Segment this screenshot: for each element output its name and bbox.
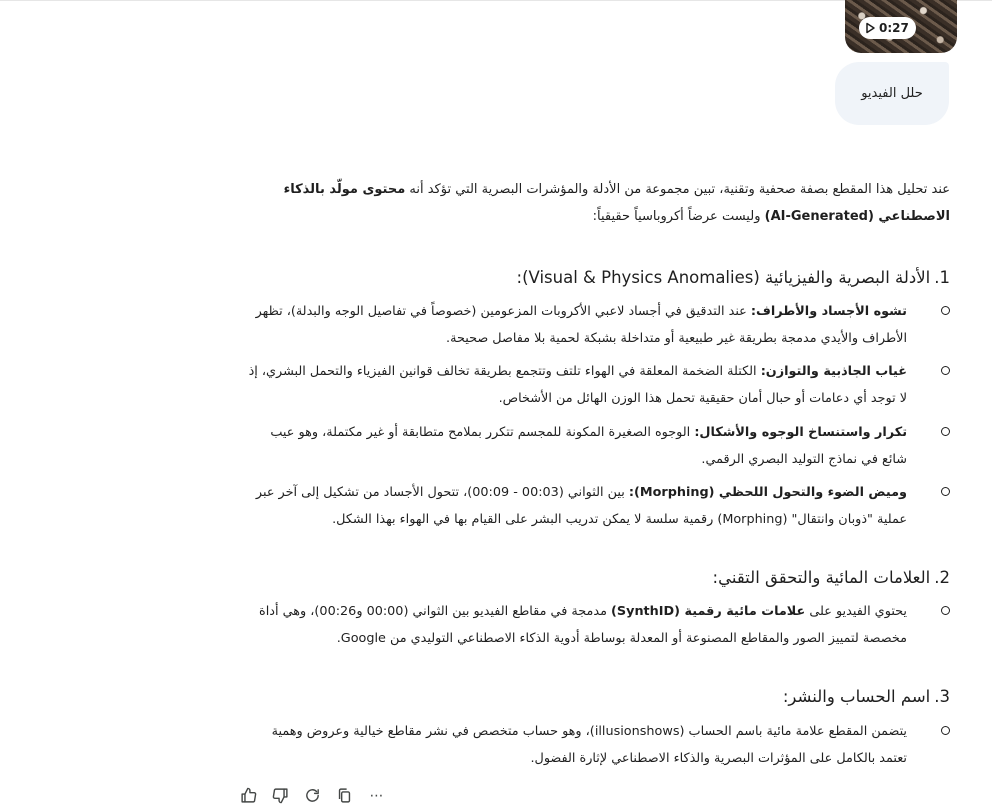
list-item <box>242 479 950 533</box>
section-2-title <box>713 568 950 587</box>
bullet-text: يحتوي الفيديو على <box>805 604 907 619</box>
section-title-text: العلامات المائية والتحقق التقني: <box>712 568 931 587</box>
bullet-bold: وميض الضوء والتحول اللحظي (Morphing): <box>628 485 907 500</box>
top-divider <box>0 0 992 1</box>
list-item <box>242 419 950 473</box>
section-number: 3. <box>934 687 950 706</box>
bullet-bold: غياب الجاذبية والتوازن: <box>760 364 907 379</box>
bullet-icon <box>941 306 950 315</box>
bullet-text: يتضمن المقطع علامة مائية باسم الحساب (illusionshows)، وهو حساب متخصص في نشر مقاطع خيالية وعروض وهمية تعتمد بالكامل على المؤثرات البصرية والذكاء الاصطناعي لإثارة الفضول. <box>271 724 907 766</box>
bullet-bold: تشوه الأجساد والأطراف: <box>750 304 907 319</box>
section-1-title <box>517 268 950 287</box>
bullet-text: الوجوه الصغيرة المكونة للمجسم تتكرر بملامح متطابقة أو غير مكتملة، وهو عيب شائع في نماذج التوليد البصري الرقمي. <box>270 425 907 467</box>
section-title-text: اسم الحساب والنشر: <box>782 687 931 706</box>
section-number: 1. <box>934 268 950 287</box>
redo-icon[interactable] <box>303 786 322 805</box>
intro-bold: محتوى مولّد بالذكاء الاصطناعي (AI-Generated) <box>283 182 950 224</box>
bullet-bold: علامات مائية رقمية (SynthID) <box>611 604 806 619</box>
list-item <box>242 718 950 772</box>
bullet-text: عند التدقيق في أجساد لاعبي الأكروبات المزعومين (خصوصاً في تفاصيل الوجه والبدلة)، تظهر الأطراف والأيدي مدمجة بطريقة غير طبيعية أو متداخلة بشبكة لحمية بلا مفاصل صحيحة. <box>255 304 907 346</box>
bullet-icon <box>941 606 950 615</box>
bullet-bold: تكرار واستنساخ الوجوه والأشكال: <box>694 425 907 440</box>
thumbs-down-icon[interactable] <box>271 786 290 805</box>
list-item <box>242 598 950 652</box>
copy-icon[interactable] <box>335 786 354 805</box>
video-duration-badge[interactable] <box>859 17 916 39</box>
response-intro <box>238 176 950 230</box>
more-icon[interactable]: ⋯ <box>369 787 384 804</box>
bullet-text: الكتلة الضخمة المعلقة في الهواء تلتف وتتجمع بطريقة تخالف قوانين الفيزياء والتحمل البشري، إذ لا توجد أي دعامات أو حبال أمان حقيقية تحمل هذا الوزن الهائل من الأشخاص. <box>248 364 907 406</box>
bullet-icon <box>941 366 950 375</box>
bullet-icon <box>941 487 950 496</box>
list-item <box>242 358 950 412</box>
section-title-text: الأدلة البصرية والفيزيائية (Visual & Physics Anomalies): <box>516 268 931 287</box>
bullet-icon <box>941 427 950 436</box>
bullet-text: بين الثواني (00:03 - 00:09)، تتحول الأجساد من تشكيل إلى آخر عبر عملية "ذوبان وانتقال" (Morphing) رقمية سلسة لا يمكن تدريب البشر على القيام بها في الهواء بهذا الشكل. <box>255 485 907 527</box>
list-item <box>242 298 950 352</box>
bullet-text: مدمجة في مقاطع الفيديو بين الثواني (00:00 و00:26)، وهي أداة مخصصة لتمييز الصور والمقاطع المصنوعة أو المعدلة بوساطة أدوية الذكاء الاصطناعي التوليدي من Google. <box>259 604 907 646</box>
intro-text-end: وليست عرضاً أكروباسياً حقيقياً: <box>592 209 765 224</box>
user-prompt-bubble <box>835 62 949 125</box>
intro-text: عند تحليل هذا المقطع بصفة صحفية وتقنية، تبين مجموعة من الأدلة والمؤشرات البصرية التي تؤكد أنه <box>405 182 950 197</box>
thumbs-up-icon[interactable] <box>239 786 258 805</box>
video-thumbnail[interactable] <box>845 0 957 53</box>
play-icon <box>864 22 876 34</box>
section-number: 2. <box>934 568 950 587</box>
bullet-icon <box>941 726 950 735</box>
video-duration: 0:27 <box>879 21 909 35</box>
user-prompt-text: حلل الفيديو <box>861 86 923 101</box>
section-3-title <box>783 687 950 706</box>
response-actions <box>239 786 386 805</box>
intro-paragraph <box>238 176 950 230</box>
